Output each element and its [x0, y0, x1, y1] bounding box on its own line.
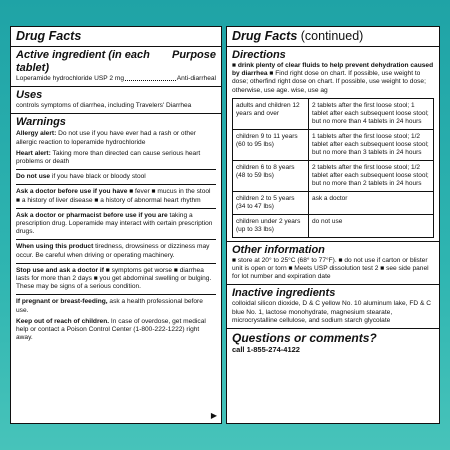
- do-not-use-text: if you have black or bloody stool: [50, 173, 146, 181]
- ask-doctor-text: ■ fever ■ mucus in the stool ■ a history of liver disease ■ a history of abnormal heart rhythm: [16, 188, 211, 204]
- ask-pharmacist-label: Ask a doctor or pharmacist before use if you are: [16, 211, 168, 219]
- do-not-use-label: Do not use: [16, 173, 51, 181]
- dosage-age: children 6 to 8 years (48 to 59 lbs): [233, 160, 309, 191]
- ingredient-purpose: Anti-diarrheal: [176, 75, 216, 82]
- continue-arrow-icon: ▶: [210, 411, 217, 420]
- questions-section: [227, 329, 439, 358]
- continued-title-suffix: (continued): [297, 29, 364, 43]
- dosage-amount: do not use: [309, 214, 434, 237]
- pregnancy-text: ask a health professional before use.: [16, 298, 203, 314]
- directions-intro: [232, 62, 434, 95]
- do-not-use: [16, 170, 216, 185]
- table-row: [233, 129, 434, 160]
- warnings-section: [11, 114, 221, 348]
- inactive-ingredients-heading: Inactive ingredients: [232, 287, 336, 300]
- questions-heading: Questions or comments?: [232, 331, 377, 346]
- ask-doctor-label: Ask a doctor before use if you have: [16, 188, 128, 196]
- drug-facts-continued-title: [232, 29, 434, 43]
- dosage-amount: 2 tablets after the first loose stool; 1 tablet after each subsequent loose stool; but no more than 4 tablets in 24 hours: [309, 98, 434, 129]
- stop-use: [16, 264, 216, 296]
- keep-out-text: In case of overdose, get medical help or contact a Poison Control Center (1-800-222-1222) right away.: [16, 317, 206, 342]
- when-using-text: tiredness, drowsiness or dizziness may occur. Be careful when driving or operating machinery.: [16, 243, 210, 259]
- ingredient-line: [16, 75, 216, 83]
- uses-heading: Uses: [16, 89, 43, 102]
- other-information-section: [227, 242, 439, 286]
- other-information-text: ■ store at 20° to 25°C (68° to 77°F). ■ do not use if carton or blister unit is open or torn ■ Meets USP dissolution test 2 ■ see side panel for lot number and expiration date: [232, 256, 429, 281]
- stop-use-label: Stop use and ask a doctor if: [16, 266, 104, 274]
- allergy-text: Do not use if you have ever had a rash or other allergic reaction to loperamide hydrochloride: [16, 130, 196, 146]
- dosage-amount: 2 tablets after the first loose stool; 1/2 tablet after each subsequent loose stool; but no more than 2 tablets in 24 hours: [309, 160, 434, 191]
- drug-facts-panel-left: [10, 26, 222, 424]
- allergy-label: Allergy alert:: [16, 130, 57, 138]
- stop-use-text: ■ symptoms get worse ■ diarrhea lasts for more than 2 days ■ you get abdominal swelling or bulging. These may be signs of a serious condition.: [16, 266, 212, 291]
- ask-pharmacist-text: taking a prescription drug. Loperamide may interact with certain prescription drugs.: [16, 211, 213, 236]
- active-ingredient-section: [11, 47, 221, 87]
- continued-title-main: Drug Facts: [232, 29, 298, 43]
- drug-facts-continued-title-section: [227, 27, 439, 47]
- heart-alert: [16, 150, 216, 166]
- directions-intro-text: ■ Find right dose on chart. If possible, use weight to dose; otherfind right dose on chart. If possible, use weight to dose; otherwise, use age. wise, use ag: [232, 70, 426, 94]
- uses-section: [11, 87, 221, 114]
- dosage-age: children 2 to 5 years (34 to 47 lbs): [233, 191, 309, 214]
- other-information-heading: Other information: [232, 243, 325, 256]
- dosage-table: [232, 98, 434, 238]
- when-using: [16, 240, 216, 263]
- ingredient-name: Loperamide hydrochloride USP 2 mg: [16, 75, 125, 82]
- table-row: [233, 214, 434, 237]
- directions-intro-bold: ■ drink plenty of clear fluids to help prevent dehydration caused by diarrhea: [232, 62, 434, 78]
- uses-text: controls symptoms of diarrhea, including Travelers' Diarrhea: [16, 102, 192, 110]
- drug-facts-title-section: [11, 27, 221, 47]
- directions-section: [227, 47, 439, 242]
- purpose-heading: Purpose: [171, 49, 216, 61]
- dosage-age: children under 2 years (up to 33 lbs): [233, 214, 309, 237]
- pregnancy-label: If pregnant or breast-feeding,: [16, 298, 108, 306]
- ask-doctor: [16, 185, 216, 208]
- keep-out-label: Keep out of reach of children.: [16, 317, 110, 325]
- leader-dots: [125, 75, 176, 81]
- heart-text: Taking more than directed can cause serious heart problems or death: [16, 149, 201, 166]
- dosage-age: adults and children 12 years and over: [233, 98, 309, 129]
- active-ingredient-heading: Active ingredient (in each tablet): [16, 49, 150, 74]
- table-row: [233, 160, 434, 191]
- drug-facts-panel-right: [226, 26, 440, 424]
- dosage-amount: 1 tablets after the first loose stool; 1/2 tablet after each subsequent loose stool; but no more than 3 tablets in 24 hours: [309, 129, 434, 160]
- when-using-label: When using this product: [16, 243, 94, 251]
- inactive-ingredients-text: colloidal silicon dioxide, D & C yellow No. 10 aluminum lake, FD & C blue No. 1, lactose monohydrate, magnesium stearate, microcrystalline cellulose, and sodium starch glycolate: [232, 300, 431, 324]
- inactive-ingredients-section: [227, 285, 439, 329]
- heart-label: Heart alert:: [16, 149, 51, 157]
- questions-phone: call 1-855-274-4122: [232, 345, 300, 355]
- pregnancy-warning: [16, 295, 216, 345]
- drug-facts-title: Drug Facts: [16, 29, 82, 43]
- ask-pharmacist: [16, 209, 216, 241]
- keep-out-of-reach: [16, 318, 216, 343]
- table-row: [233, 98, 434, 129]
- table-row: [233, 191, 434, 214]
- dosage-age: children 9 to 11 years (60 to 95 lbs): [233, 129, 309, 160]
- allergy-alert: [16, 129, 216, 170]
- directions-heading: Directions: [232, 49, 286, 61]
- dosage-amount: ask a doctor: [309, 191, 434, 214]
- warnings-heading: Warnings: [16, 116, 66, 129]
